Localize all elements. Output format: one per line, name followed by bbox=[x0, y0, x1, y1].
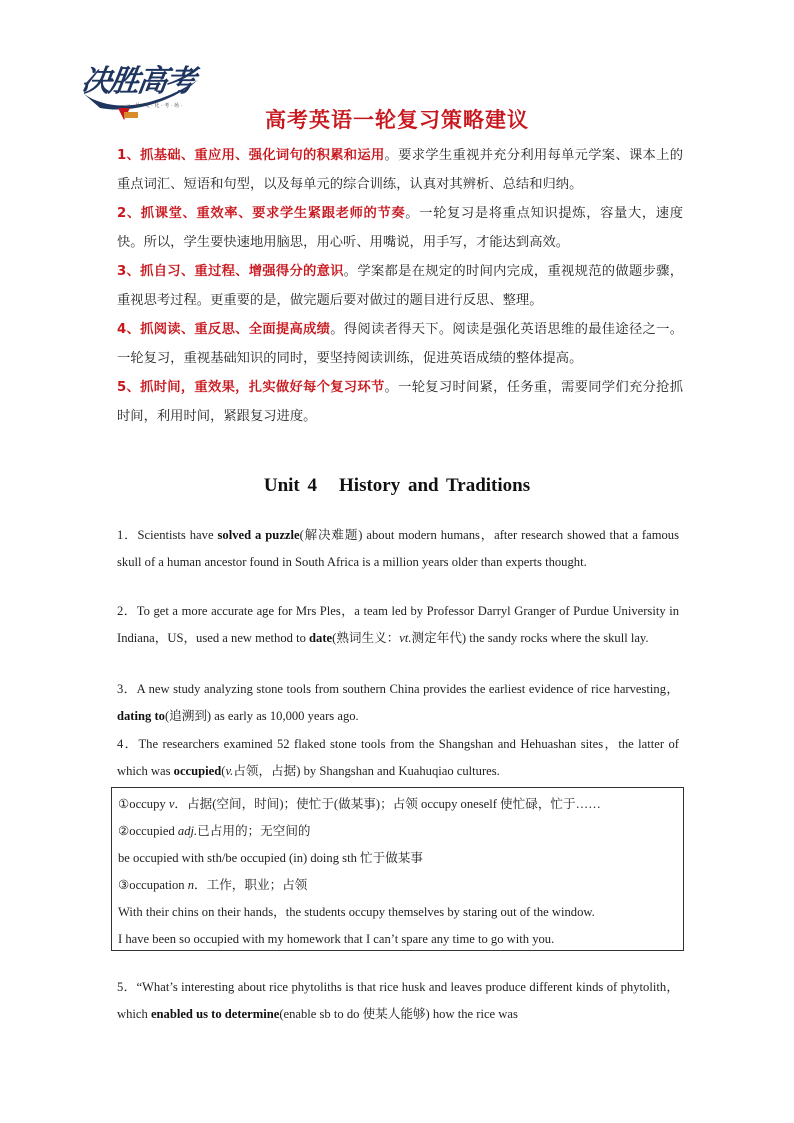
page-title: 高考英语一轮复习策略建议 bbox=[265, 108, 529, 132]
note-line: be occupied with sth/be occupied (in) doing sth 忙于做某事 bbox=[118, 851, 423, 865]
sentence-5: 5．“What’s interesting about rice phytoliths is that rice husk and leaves produce different kinds of phytolith，which enabled us to determine(enable sb to do 使某人能够) how the rice was bbox=[117, 980, 679, 1021]
note-line: With their chins on their hands，the students occupy themselves by staring out of the window. bbox=[118, 905, 595, 919]
sentence-2: 2．To get a more accurate age for Mrs Ples，a team led by Professor Darryl Granger of Purdue University in Indiana，US，used a new method to date(熟词生义：vt.测定年代) the sandy rocks where the skull lay. bbox=[117, 604, 679, 645]
strategy-item: 4、抓阅读、重反思、全面提高成绩。得阅读者得天下。阅读是强化英语思维的最佳途径之一。一轮复习，重视基础知识的同时，要坚持阅读训练，促进英语成绩的整体提高。 bbox=[117, 322, 683, 366]
unit-title: Unit 4 History and Traditions bbox=[263, 475, 531, 496]
strategy-list bbox=[117, 141, 683, 431]
logo-tagline: · 一 · 品 · 文 · 化 · 考 · 场 · bbox=[122, 103, 183, 109]
strategy-item: 1、抓基础、重应用、强化词句的积累和运用。要求学生重视并充分利用每单元学案、课本上的重点词汇、短语和句型，以及每单元的综合训练，认真对其辨析、总结和归纳。 bbox=[117, 148, 683, 192]
note-line: ①occupy v．占据(空间，时间)；使忙于(做某事)；占领 occupy oneself 使忙碌，忙于…… bbox=[118, 797, 601, 811]
logo-text: 决胜高考 bbox=[79, 64, 196, 99]
sentence-1: 1．Scientists have solved a puzzle(解决难题) about modern humans，after research showed that a famous skull of a human ancestor found in South Africa is a million years older than experts thought. bbox=[117, 528, 679, 569]
vocab-note-box bbox=[111, 787, 684, 951]
note-line: ③occupation n．工作，职业；占领 bbox=[118, 878, 308, 892]
sentence-4: 4．The researchers examined 52 flaked stone tools from the Shangshan and Hehuashan sites，the latter of which was occupied(v.占领，占据) by Shangshan and Kuahuqiao cultures. bbox=[117, 737, 679, 778]
note-line: I have been so occupied with my homework that I can’t spare any time to go with you. bbox=[118, 932, 555, 946]
strategy-item: 3、抓自习、重过程、增强得分的意识。学案都是在规定的时间内完成，重视规范的做题步骤，重视思考过程。更重要的是，做完题后要对做过的题目进行反思、整理。 bbox=[117, 264, 683, 308]
note-line: ②occupied adj.已占用的；无空间的 bbox=[118, 824, 311, 838]
sentence-3: 3．A new study analyzing stone tools from southern China provides the earliest evidence of rice harvesting，dating to(追溯到) as early as 10,000 years ago. bbox=[117, 682, 679, 723]
strategy-item: 5、抓时间，重效果，扎实做好每个复习环节。一轮复习时间紧，任务重，需要同学们充分抢抓时间，利用时间，紧跟复习进度。 bbox=[117, 380, 683, 424]
strategy-item: 2、抓课堂、重效率、要求学生紧跟老师的节奏。一轮复习是将重点知识提炼，容量大，速度快。所以，学生要快速地用脑思，用心听、用嘴说，用手写，才能达到高效。 bbox=[117, 206, 683, 250]
